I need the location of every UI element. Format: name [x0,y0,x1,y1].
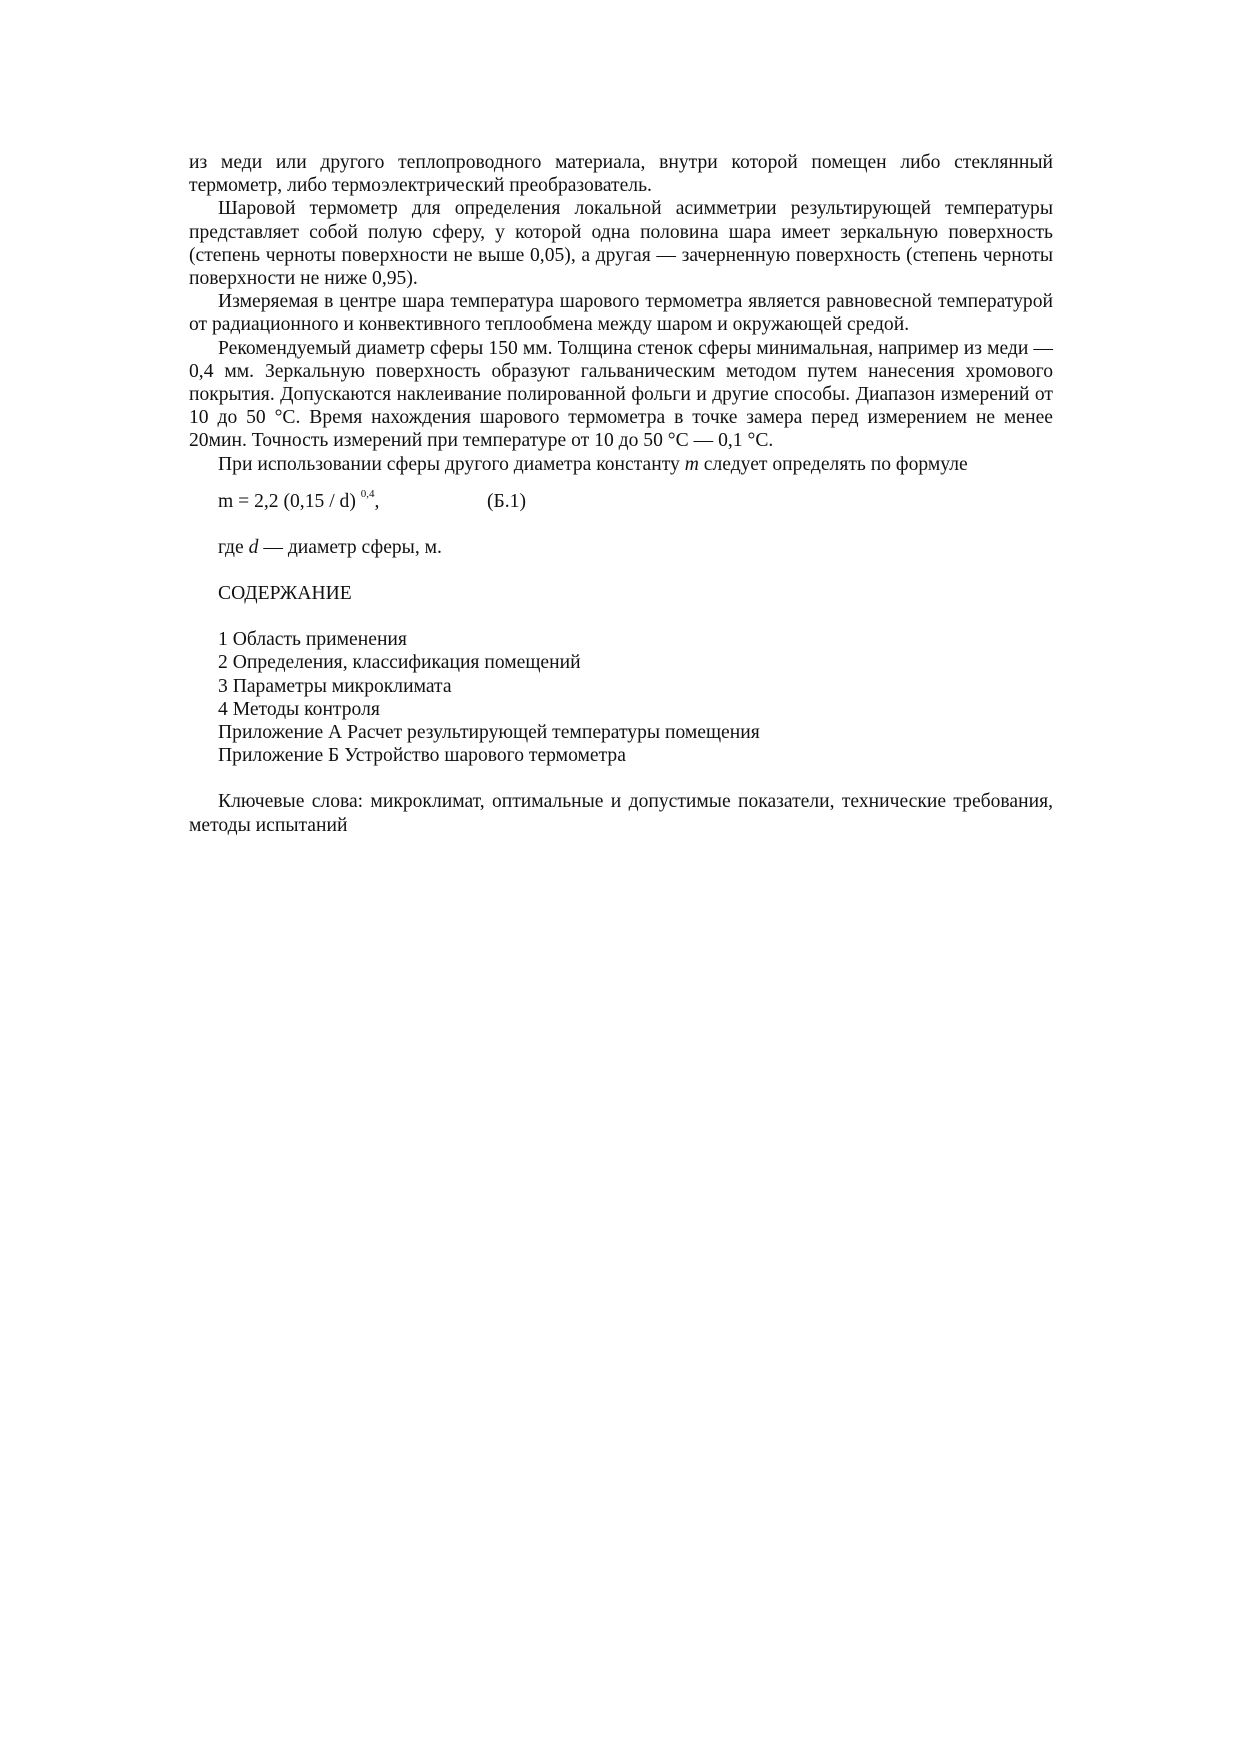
paragraph-sphere-description: Шаровой термометр для определения локальной асимметрии результирующей температуры представляет собой полую сферу, у которой одна половина шара имеет зеркальную поверхность (степень черноты поверхности не выше 0,05), а другая — зачерненную поверхность (степень черноты поверхности не ниже 0,95). [189,198,1053,290]
contents-item: 1 Область применения [218,629,407,651]
formula-trailing: , [374,490,380,512]
formula-number: (Б.1) [487,490,526,512]
paragraph-continuation: из меди или другого теплопроводного материала, внутри которой помещен либо стеклянный термометр, либо термоэлектрический преобразователь. [189,152,1053,197]
document-page [189,151,1053,837]
contents-item: 4 Методы контроля [218,698,380,720]
contents-item: 3 Параметры микроклимата [218,675,452,697]
keywords-paragraph: Ключевые слова: микроклимат, оптимальные и допустимые показатели, технические требования, методы испытаний [189,791,1053,836]
contents-list [189,628,1053,767]
contents-item: 2 Определения, классификация помещений [218,652,581,674]
formula-exponent: 0,4 [360,488,375,501]
where-text-after: — диаметр сферы, м. [258,536,442,558]
formula-intro-text-after: следует определять по формуле [698,453,968,475]
contents-item: Приложение Б Устройство шарового термометра [218,745,626,767]
paragraph-recommended-diameter: Рекомендуемый диаметр сферы 150 мм. Толщина стенок сферы минимальная, например из меди — 0,4 мм. Зеркальную поверхность образуют гальваническим методом путем нанесения хромового покрытия. Допускаются наклеивание полированной фольги и другие способы. Диапазон измерений от 10 до 50 °С. Время нахождения шарового термометра в точке замера перед измерением не менее 20мин. Точность измерений при температуре от 10 до 50 °С — 0,1 °С. [189,337,1053,452]
where-text-before: где [218,536,249,558]
formula-intro-variable: m [684,453,699,475]
formula-expression-text: m = 2,2 (0,15 / d) [218,490,361,512]
contents-heading: СОДЕРЖАНИЕ [218,583,352,605]
paragraph-measured-temperature: Измеряемая в центре шара температура шарового термометра является равновесной температурой от радиационного и конвективного теплообмена между шаром и окружающей средой. [189,291,1053,336]
formula-expression [218,490,379,513]
paragraph-formula-intro [189,453,1053,476]
formula-where [189,536,1053,559]
contents-item: Приложение А Расчет результирующей температуры помещения [218,722,760,744]
formula-intro-text-before: При использовании сферы другого диаметра константу [218,453,685,475]
where-variable: d [248,536,259,558]
formula-b1 [189,490,1053,513]
